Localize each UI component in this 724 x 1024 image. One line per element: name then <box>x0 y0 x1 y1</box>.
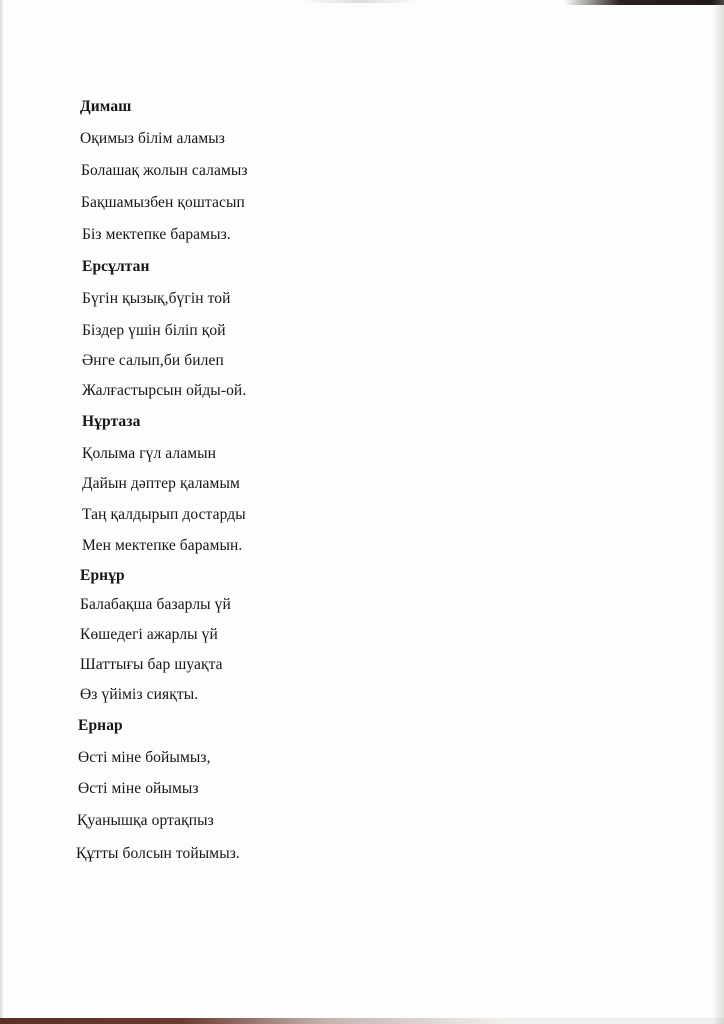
poem-line: Бүгін қызық,бүгін той <box>82 290 231 307</box>
scan-edge-right <box>712 0 724 1024</box>
scan-edge-bottom <box>0 1018 724 1024</box>
poem-line: Өсті міне ойымыз <box>78 780 199 797</box>
speaker-name: Ернар <box>78 717 123 734</box>
poem-line: Болашақ жолын саламыз <box>81 162 248 179</box>
speaker-name: Ернұр <box>80 567 125 584</box>
scan-edge-left <box>0 0 4 1024</box>
poem-line: Шаттығы бар шуақта <box>80 656 223 673</box>
poem-line: Балабақша базарлы үй <box>80 596 231 613</box>
poem-line: Оқимыз білім аламыз <box>80 130 226 147</box>
poem-line: Мен мектепке барамын. <box>82 537 243 554</box>
speaker-name: Нұртаза <box>82 413 141 430</box>
speaker-name: Димаш <box>80 98 132 115</box>
poem-line: Қолыма гүл аламын <box>82 445 217 462</box>
poem-line: Біздер үшін біліп қой <box>82 322 226 339</box>
speaker-name: Ерсұлтан <box>82 258 150 275</box>
poem-line: Бақшамызбен қоштасып <box>81 194 245 211</box>
poem-line: Әнге салып,би билеп <box>82 352 224 369</box>
scan-smudge-top <box>300 0 420 3</box>
poem-line: Таң қалдырып достарды <box>82 506 246 523</box>
poem-line: Өсті міне бойымыз, <box>78 749 211 766</box>
scan-edge-top-right <box>564 0 724 5</box>
poem-line: Біз мектепке барамыз. <box>82 226 231 243</box>
poem-line: Құтты болсын тойымыз. <box>76 845 240 862</box>
poem-line: Көшедегі ажарлы үй <box>80 626 218 643</box>
poem-line: Өз үйіміз сияқты. <box>80 686 199 703</box>
poem-line: Жалғастырсын ойды-ой. <box>82 382 247 399</box>
poem-line: Қуанышқа ортақпыз <box>77 812 214 829</box>
poem-line: Дайын дәптер қаламым <box>82 475 240 492</box>
